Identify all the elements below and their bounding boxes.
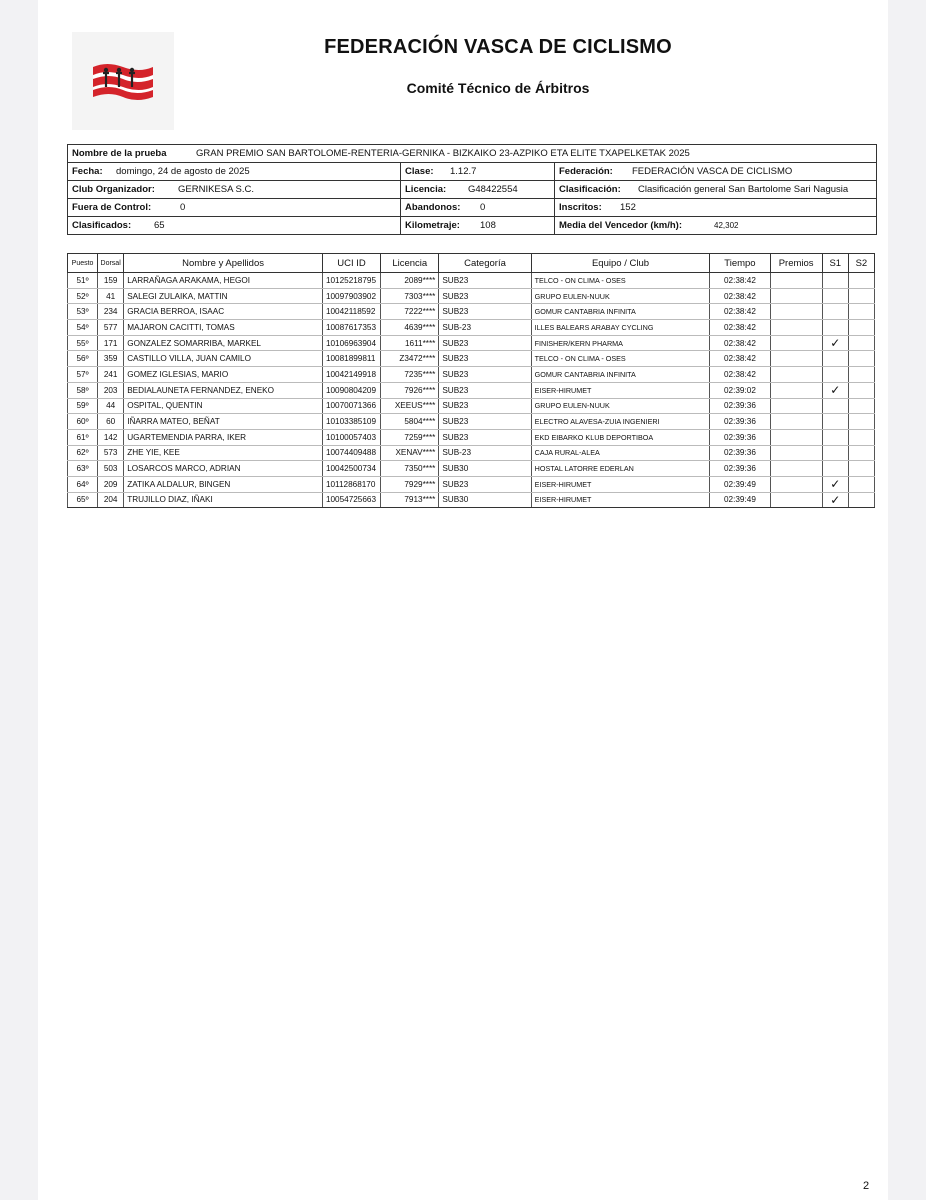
- cell-dorsal: 41: [98, 288, 124, 304]
- cell-tiempo: 02:38:42: [710, 367, 770, 383]
- cell-s2: [848, 398, 874, 414]
- cell-licencia: 2089****: [381, 273, 439, 289]
- col-puesto: Puesto: [68, 254, 98, 273]
- cell-dorsal: 241: [98, 367, 124, 383]
- federacion-value: FEDERACIÓN VASCA DE CICLISMO: [632, 166, 793, 177]
- cell-nombre: OSPITAL, QUENTIN: [124, 398, 323, 414]
- table-row: [68, 476, 875, 492]
- col-uci: UCI ID: [322, 254, 380, 273]
- cell-licencia: 1611****: [381, 335, 439, 351]
- cell-s2: [848, 288, 874, 304]
- cell-premios: [770, 414, 822, 430]
- licencia-value: G48422554: [468, 184, 518, 195]
- cell-premios: [770, 492, 822, 508]
- cell-categoria: SUB23: [439, 273, 531, 289]
- clasificacion-label: Clasificación:: [554, 181, 634, 198]
- cell-licencia: 7235****: [381, 367, 439, 383]
- cell-tiempo: 02:39:02: [710, 382, 770, 398]
- cell-puesto: 64º: [68, 476, 98, 492]
- cell-uci: 10042500734: [322, 461, 380, 477]
- cell-s2: [848, 414, 874, 430]
- cell-uci: 10081899811: [322, 351, 380, 367]
- media-value: 42,302: [714, 221, 739, 230]
- cell-categoria: SUB23: [439, 351, 531, 367]
- cell-tiempo: 02:39:49: [710, 492, 770, 508]
- clase-value: 1.12.7: [450, 166, 477, 177]
- cell-nombre: GONZALEZ SOMARRIBA, MARKEL: [124, 335, 323, 351]
- col-dorsal: Dorsal: [98, 254, 124, 273]
- cell-s1: [822, 414, 848, 430]
- cell-tiempo: 02:38:42: [710, 351, 770, 367]
- cell-equipo: CAJA RURAL-ALEA: [531, 445, 710, 461]
- cell-s1: [822, 320, 848, 336]
- cell-equipo: GRUPO EULEN-NUUK: [531, 288, 710, 304]
- cell-tiempo: 02:39:36: [710, 429, 770, 445]
- cell-uci: 10097903902: [322, 288, 380, 304]
- cell-s1: [822, 288, 848, 304]
- cell-premios: [770, 367, 822, 383]
- media-label: Media del Vencedor (km/h):: [554, 217, 704, 234]
- cell-puesto: 58º: [68, 382, 98, 398]
- cell-dorsal: 203: [98, 382, 124, 398]
- cell-categoria: SUB23: [439, 414, 531, 430]
- club-label: Club Organizador:: [72, 184, 155, 195]
- cell-equipo: GOMUR CANTABRIA INFINITA: [531, 367, 710, 383]
- col-equipo: Equipo / Club: [531, 254, 710, 273]
- fecha-label: Fecha:: [72, 166, 103, 177]
- cell-tiempo: 02:38:42: [710, 304, 770, 320]
- cell-s1: [822, 351, 848, 367]
- cell-categoria: SUB23: [439, 367, 531, 383]
- cell-s1: [822, 367, 848, 383]
- cell-tiempo: 02:39:36: [710, 461, 770, 477]
- cell-dorsal: 60: [98, 414, 124, 430]
- cell-licencia: 7222****: [381, 304, 439, 320]
- cell-nombre: UGARTEMENDIA PARRA, IKER: [124, 429, 323, 445]
- table-row: [68, 414, 875, 430]
- cell-equipo: TELCO - ON CLIMA - OSES: [531, 273, 710, 289]
- abandonos-label: Abandonos:: [400, 199, 474, 216]
- cell-s1: [822, 304, 848, 320]
- fuera-label: Fuera de Control:: [72, 202, 152, 213]
- cell-s2: [848, 273, 874, 289]
- cell-uci: 10087617353: [322, 320, 380, 336]
- col-licencia: Licencia: [381, 254, 439, 273]
- col-premios: Premios: [770, 254, 822, 273]
- cell-premios: [770, 351, 822, 367]
- cell-licencia: 7303****: [381, 288, 439, 304]
- cell-premios: [770, 273, 822, 289]
- cell-puesto: 61º: [68, 429, 98, 445]
- cell-s1: [822, 445, 848, 461]
- cell-nombre: GOMEZ IGLESIAS, MARIO: [124, 367, 323, 383]
- cell-s2: [848, 335, 874, 351]
- cell-premios: [770, 445, 822, 461]
- prueba-label: Nombre de la prueba: [72, 148, 167, 159]
- cell-puesto: 62º: [68, 445, 98, 461]
- cell-nombre: ZHE YIE, KEE: [124, 445, 323, 461]
- cell-equipo: EISER-HIRUMET: [531, 382, 710, 398]
- results-table: [67, 253, 875, 508]
- cell-s2: [848, 476, 874, 492]
- table-row: [68, 429, 875, 445]
- cell-nombre: SALEGI ZULAIKA, MATTIN: [124, 288, 323, 304]
- cell-tiempo: 02:39:36: [710, 414, 770, 430]
- cell-puesto: 56º: [68, 351, 98, 367]
- cell-categoria: SUB23: [439, 288, 531, 304]
- cell-puesto: 54º: [68, 320, 98, 336]
- col-s2: S2: [848, 254, 874, 273]
- col-nombre: Nombre y Apellidos: [124, 254, 323, 273]
- cell-licencia: Z3472****: [381, 351, 439, 367]
- cell-equipo: FINISHER/KERN PHARMA: [531, 335, 710, 351]
- cell-tiempo: 02:38:42: [710, 288, 770, 304]
- cell-premios: [770, 429, 822, 445]
- cell-dorsal: 573: [98, 445, 124, 461]
- cell-equipo: EKD EIBARKO KLUB DEPORTIBOA: [531, 429, 710, 445]
- table-row: [68, 398, 875, 414]
- table-row: [68, 288, 875, 304]
- cell-tiempo: 02:39:49: [710, 476, 770, 492]
- cell-s2: [848, 429, 874, 445]
- cell-dorsal: 209: [98, 476, 124, 492]
- cell-categoria: SUB23: [439, 476, 531, 492]
- cell-tiempo: 02:39:36: [710, 398, 770, 414]
- kilometraje-label: Kilometraje:: [400, 217, 472, 234]
- cell-premios: [770, 476, 822, 492]
- cell-equipo: TELCO - ON CLIMA - OSES: [531, 351, 710, 367]
- flag-icon: [91, 57, 155, 105]
- cell-categoria: SUB23: [439, 398, 531, 414]
- cell-nombre: IÑARRA MATEO, BEÑAT: [124, 414, 323, 430]
- cell-dorsal: 171: [98, 335, 124, 351]
- cell-categoria: SUB30: [439, 461, 531, 477]
- cell-dorsal: 577: [98, 320, 124, 336]
- cell-premios: [770, 288, 822, 304]
- cell-dorsal: 159: [98, 273, 124, 289]
- cell-uci: 10054725663: [322, 492, 380, 508]
- cell-uci: 10042118592: [322, 304, 380, 320]
- abandonos-value: 0: [480, 202, 486, 213]
- document-subtitle: Comité Técnico de Árbitros: [406, 80, 590, 96]
- federation-logo: [72, 32, 174, 130]
- cell-equipo: GRUPO EULEN-NUUK: [531, 398, 710, 414]
- table-row: [68, 335, 875, 351]
- cell-licencia: XEEUS****: [381, 398, 439, 414]
- inscritos-value: 152: [620, 202, 636, 213]
- cell-premios: [770, 335, 822, 351]
- cell-s2: [848, 382, 874, 398]
- cell-equipo: EISER-HIRUMET: [531, 476, 710, 492]
- cell-s1: ✓: [822, 492, 848, 508]
- page-number: 2: [863, 1180, 870, 1192]
- col-categoria: Categoría: [439, 254, 531, 273]
- cell-premios: [770, 461, 822, 477]
- table-row: [68, 320, 875, 336]
- document-page: [38, 0, 888, 1200]
- cell-equipo: ILLES BALEARS ARABAY CYCLING: [531, 320, 710, 336]
- table-row: [68, 304, 875, 320]
- info-row-fecha: [68, 162, 876, 180]
- cell-puesto: 59º: [68, 398, 98, 414]
- cell-categoria: SUB23: [439, 335, 531, 351]
- clasificados-label: Clasificados:: [72, 220, 132, 231]
- cell-dorsal: 44: [98, 398, 124, 414]
- federacion-label: Federación:: [554, 163, 622, 180]
- cell-categoria: SUB23: [439, 382, 531, 398]
- cell-nombre: TRUJILLO DIAZ, IÑAKI: [124, 492, 323, 508]
- race-info-panel: [67, 144, 877, 235]
- cell-tiempo: 02:38:42: [710, 273, 770, 289]
- table-row: [68, 382, 875, 398]
- cell-s2: [848, 320, 874, 336]
- table-row: [68, 273, 875, 289]
- cell-equipo: GOMUR CANTABRIA INFINITA: [531, 304, 710, 320]
- cell-categoria: SUB30: [439, 492, 531, 508]
- cell-uci: 10125218795: [322, 273, 380, 289]
- info-row-prueba: [68, 145, 876, 162]
- info-row-clasificados: [68, 216, 876, 234]
- col-s1: S1: [822, 254, 848, 273]
- cell-nombre: LOSARCOS MARCO, ADRIAN: [124, 461, 323, 477]
- cell-categoria: SUB-23: [439, 320, 531, 336]
- cell-puesto: 60º: [68, 414, 98, 430]
- fuera-value: 0: [180, 202, 186, 213]
- cell-licencia: 7913****: [381, 492, 439, 508]
- cell-uci: 10106963904: [322, 335, 380, 351]
- results-header-row: [68, 254, 875, 273]
- cell-tiempo: 02:39:36: [710, 445, 770, 461]
- cell-s2: [848, 304, 874, 320]
- inscritos-label: Inscritos:: [554, 199, 616, 216]
- cell-s1: ✓: [822, 382, 848, 398]
- cell-s2: [848, 367, 874, 383]
- col-tiempo: Tiempo: [710, 254, 770, 273]
- table-row: [68, 445, 875, 461]
- prueba-value: GRAN PREMIO SAN BARTOLOME-RENTERIA-GERNIKA - BIZKAIKO 23-AZPIKO ETA ELITE TXAPELKETAK 2025: [196, 148, 690, 159]
- cell-uci: 10100057403: [322, 429, 380, 445]
- document-title: FEDERACIÓN VASCA DE CICLISMO: [324, 36, 672, 58]
- cell-licencia: 4639****: [381, 320, 439, 336]
- results-body: [68, 273, 875, 508]
- cell-dorsal: 503: [98, 461, 124, 477]
- cell-dorsal: 359: [98, 351, 124, 367]
- cell-dorsal: 204: [98, 492, 124, 508]
- cell-equipo: HOSTAL LATORRE EDERLAN: [531, 461, 710, 477]
- cell-s1: [822, 273, 848, 289]
- cell-nombre: GRACIA BERROA, ISAAC: [124, 304, 323, 320]
- cell-tiempo: 02:38:42: [710, 320, 770, 336]
- info-row-fuera: [68, 198, 876, 216]
- cell-premios: [770, 382, 822, 398]
- cell-s1: [822, 429, 848, 445]
- fecha-value: domingo, 24 de agosto de 2025: [116, 166, 250, 177]
- cell-premios: [770, 304, 822, 320]
- cell-equipo: EISER-HIRUMET: [531, 492, 710, 508]
- table-row: [68, 351, 875, 367]
- cell-puesto: 52º: [68, 288, 98, 304]
- cell-s2: [848, 492, 874, 508]
- cell-uci: 10070071366: [322, 398, 380, 414]
- cell-s1: ✓: [822, 476, 848, 492]
- cell-licencia: 5804****: [381, 414, 439, 430]
- info-row-club: [68, 180, 876, 198]
- licencia-label: Licencia:: [400, 181, 462, 198]
- cell-puesto: 57º: [68, 367, 98, 383]
- cell-premios: [770, 320, 822, 336]
- cell-puesto: 53º: [68, 304, 98, 320]
- cell-puesto: 55º: [68, 335, 98, 351]
- cell-s2: [848, 461, 874, 477]
- table-row: [68, 461, 875, 477]
- cell-premios: [770, 398, 822, 414]
- kilometraje-value: 108: [480, 220, 496, 231]
- cell-s1: [822, 398, 848, 414]
- cell-licencia: 7259****: [381, 429, 439, 445]
- cell-categoria: SUB23: [439, 304, 531, 320]
- table-row: [68, 492, 875, 508]
- cell-licencia: 7926****: [381, 382, 439, 398]
- cell-dorsal: 142: [98, 429, 124, 445]
- club-value: GERNIKESA S.C.: [178, 184, 255, 195]
- cell-licencia: 7350****: [381, 461, 439, 477]
- cell-uci: 10090804209: [322, 382, 380, 398]
- cell-categoria: SUB23: [439, 429, 531, 445]
- clasificacion-value: Clasificación general San Bartolome Sari Nagusia: [638, 184, 849, 195]
- clase-label: Clase:: [400, 163, 444, 180]
- cell-uci: 10042149918: [322, 367, 380, 383]
- cell-equipo: ELECTRO ALAVESA-ZUIA INGENIERI: [531, 414, 710, 430]
- cell-uci: 10074409488: [322, 445, 380, 461]
- cell-s2: [848, 351, 874, 367]
- cell-puesto: 65º: [68, 492, 98, 508]
- cell-nombre: LARRAÑAGA ARAKAMA, HEGOI: [124, 273, 323, 289]
- cell-uci: 10103385109: [322, 414, 380, 430]
- cell-tiempo: 02:38:42: [710, 335, 770, 351]
- cell-s1: ✓: [822, 335, 848, 351]
- cell-nombre: CASTILLO VILLA, JUAN CAMILO: [124, 351, 323, 367]
- cell-licencia: 7929****: [381, 476, 439, 492]
- clasificados-value: 65: [154, 220, 165, 231]
- table-row: [68, 367, 875, 383]
- cell-licencia: XENAV****: [381, 445, 439, 461]
- cell-nombre: MAJARON CACITTI, TOMAS: [124, 320, 323, 336]
- cell-s2: [848, 445, 874, 461]
- cell-dorsal: 234: [98, 304, 124, 320]
- cell-puesto: 51º: [68, 273, 98, 289]
- cell-nombre: BEDIALAUNETA FERNANDEZ, ENEKO: [124, 382, 323, 398]
- cell-categoria: SUB-23: [439, 445, 531, 461]
- cell-nombre: ZATIKA ALDALUR, BINGEN: [124, 476, 323, 492]
- cell-puesto: 63º: [68, 461, 98, 477]
- cell-uci: 10112868170: [322, 476, 380, 492]
- cell-s1: [822, 461, 848, 477]
